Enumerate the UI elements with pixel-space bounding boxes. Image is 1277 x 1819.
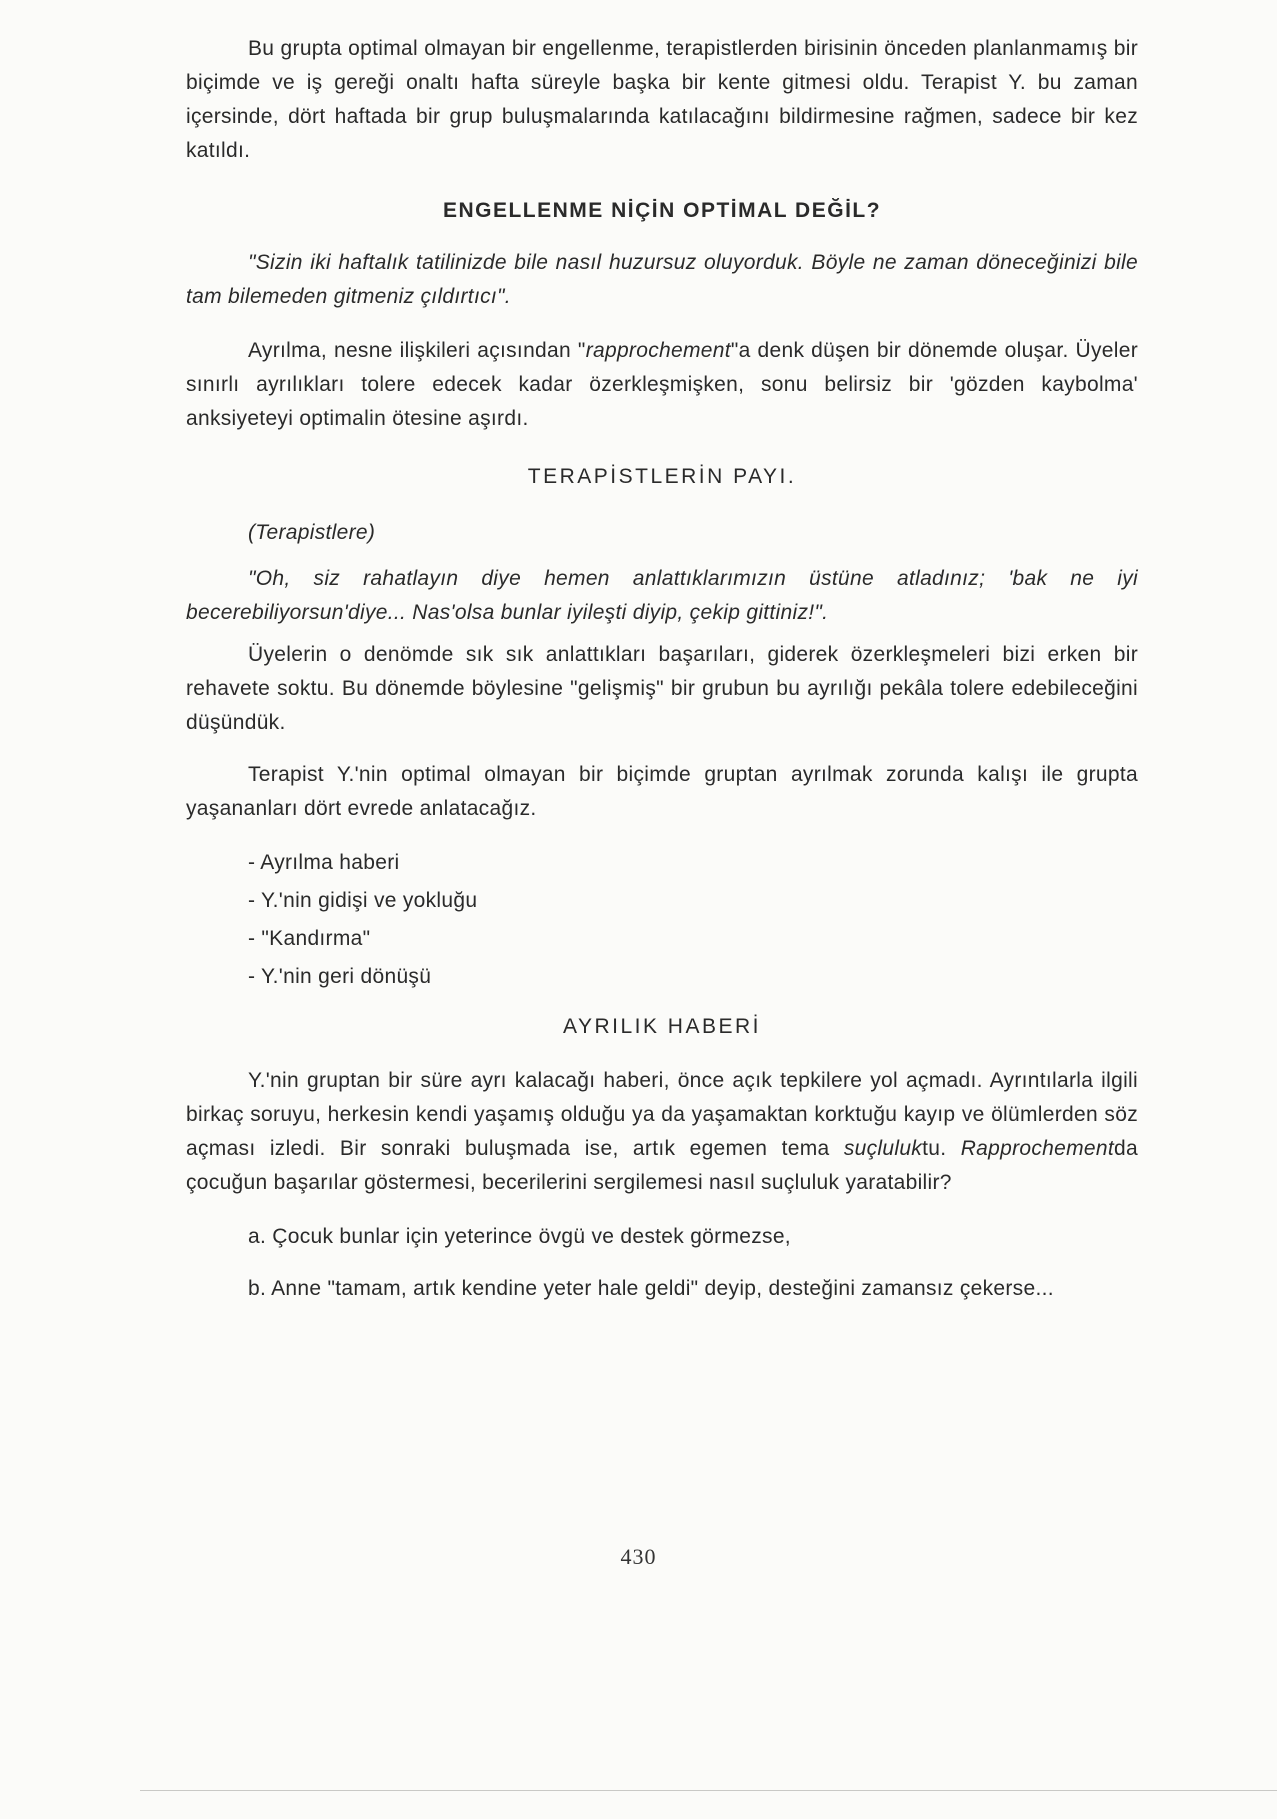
paragraph-ayrilik-part-1: Y.'nin gruptan bir süre ayrı kalacağı haberi, önce açık tepkilere yol açmadı. Ayrıntılarla ilgili birkaç soruyu, herkesin kendi yaşamış olduğu ya da yaşamaktan korktuğu kayıp ve ölümlerden söz açması izledi. Bir sonraki buluşmada ise, artık egemen tema bbox=[186, 1069, 1138, 1160]
list-item: - Y.'nin gidişi ve yokluğu bbox=[248, 889, 478, 912]
page-content bbox=[186, 32, 1138, 1306]
paragraph-ayrilma-part-1: Ayrılma, nesne ilişkileri açısından " bbox=[248, 339, 586, 362]
paragraph-ayrilma-part-2: "a denk düşen bir dönemde oluşar. Üyeler sınırlı ayrılıkları tolere edecek kadar özerkleşmişken, sonu belirsiz bir 'gözden kaybolma' anksiyeteyi optimalin ötesine aşırdı. bbox=[186, 339, 1139, 430]
paragraph-terapist-y: Terapist Y.'nin optimal olmayan bir biçimde gruptan ayrılmak zorunda kalışı ile grupta yaşananları dört evrede anlatacağız. bbox=[186, 763, 1138, 820]
page-number: 430 bbox=[620, 1544, 657, 1569]
heading-terapistlerin-payi: TERAPİSTLERİN PAYI. bbox=[527, 465, 797, 488]
list-item: - "Kandırma" bbox=[248, 927, 371, 950]
paragraph-ayrilik bbox=[186, 1064, 1138, 1200]
term-rapprochement: rapprochement bbox=[585, 339, 731, 362]
paragraph-ayrilik-part-2: tu. bbox=[922, 1137, 961, 1160]
paragraph-intro: Bu grupta optimal olmayan bir engellenme, terapistlerden birisinin önceden planlanmamış bir biçimde ve iş gereği onaltı hafta süreyle başka bir kente gitmesi oldu. Terapist Y. bu zaman içersinde, dört haftada bir grup buluşmalarında katılacağını bildirmesine rağmen, sadece bir kez katıldı. bbox=[186, 37, 1138, 162]
phase-list bbox=[186, 844, 1138, 996]
paragraph-ayrilma bbox=[186, 334, 1138, 436]
bottom-edge-rule bbox=[140, 1790, 1277, 1791]
term-rapprochement-2: Rapprochement bbox=[960, 1137, 1115, 1160]
quote-1: "Sizin iki haftalık tatilinizde bile nasıl huzursuz oluyorduk. Böyle ne zaman döneceğinizi bile tam bilemeden gitmeniz çıldırtıcı". bbox=[186, 251, 1138, 308]
list-item: - Ayrılma haberi bbox=[248, 851, 400, 874]
label-to-therapists: (Terapistlere) bbox=[248, 521, 376, 544]
list-item: - Y.'nin geri dönüşü bbox=[248, 965, 432, 988]
heading-engellenme: ENGELLENME NİÇİN OPTİMAL DEĞİL? bbox=[442, 199, 882, 222]
heading-ayrilik-haberi: AYRILIK HABERİ bbox=[563, 1015, 761, 1038]
paragraph-ayrilik-part-3: da çocuğun başarılar göstermesi, becerilerini sergilemesi nasıl suçluluk yaratabilir? bbox=[186, 1137, 1138, 1194]
quote-2: "Oh, siz rahatlayın diye hemen anlattıklarımızın üstüne atladınız; 'bak ne iyi becerebiliyorsun'diye... Nas'olsa bunlar iyileşti diyip, çekip gittiniz!". bbox=[186, 567, 1138, 624]
term-sucluluk: suçluluk bbox=[843, 1137, 923, 1160]
paragraph-uyeler: Üyelerin o denömde sık sık anlattıkları başarıları, giderek özerkleşmeleri bizi erken bir rehavete soktu. Bu dönemde böylesine "gelişmiş" bir grubun bu ayrılığı pekâla tolere edebileceğini düşündük. bbox=[186, 643, 1138, 734]
item-b: b. Anne "tamam, artık kendine yeter hale geldi" deyip, desteğini zamansız çekerse... bbox=[248, 1277, 1054, 1300]
item-a: a. Çocuk bunlar için yeterince övgü ve destek görmezse, bbox=[248, 1225, 791, 1248]
